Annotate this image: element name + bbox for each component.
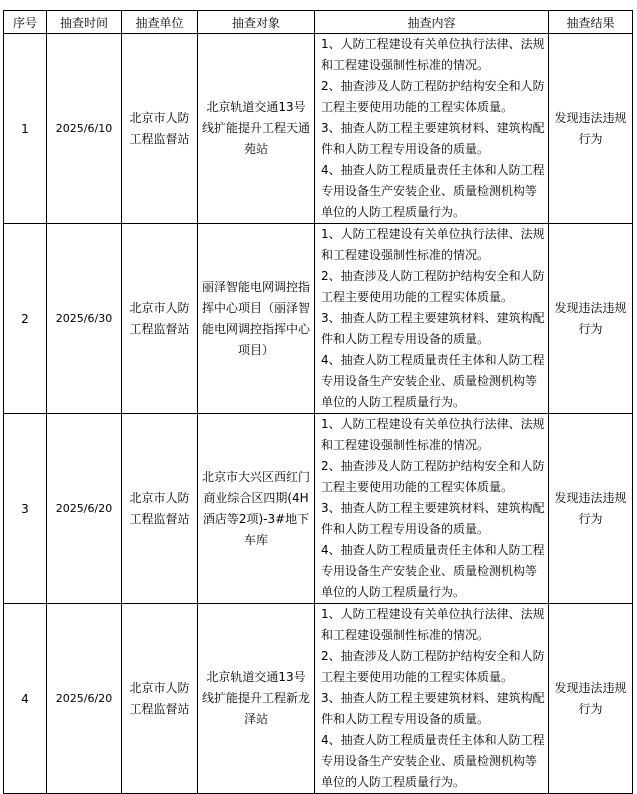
- target-text: 北京轨道交通13号线扩能提升工程新龙泽站: [202, 670, 311, 726]
- cell-unit: [122, 414, 198, 604]
- cell-result: [549, 414, 633, 604]
- content-item: 2、抽查涉及人防工程防护结构安全和人防工程主要使用功能的工程实体质量。: [321, 79, 545, 114]
- content-item: 1、人防工程建设有关单位执行法律、法规和工程建设强制性标准的情况。: [321, 607, 545, 642]
- cell-content: [315, 604, 549, 794]
- unit-text: 北京市人防工程监督站: [129, 680, 190, 716]
- cell-target: [198, 414, 315, 604]
- content-item: 1、人防工程建设有关单位执行法律、法规和工程建设强制性标准的情况。: [321, 417, 545, 452]
- content-item: 3、抽查人防工程主要建筑材料、建筑构配件和人防工程专用设备的质量。: [321, 311, 545, 346]
- content-item: 2、抽查涉及人防工程防护结构安全和人防工程主要使用功能的工程实体质量。: [321, 649, 545, 684]
- content-item: 2、抽查涉及人防工程防护结构安全和人防工程主要使用功能的工程实体质量。: [321, 459, 545, 494]
- cell-no: 1: [4, 34, 47, 224]
- cell-target: [198, 224, 315, 414]
- unit-text: 北京市人防工程监督站: [129, 300, 190, 336]
- header-date: 抽查时间: [47, 11, 122, 34]
- table-row: [4, 414, 633, 604]
- target-text: 北京市大兴区西红门商业综合区四期(4H酒店等2项)-3#地下车库: [202, 469, 311, 547]
- cell-result: [549, 604, 633, 794]
- inspection-table: [3, 10, 633, 794]
- cell-target: [198, 34, 315, 224]
- cell-unit: [122, 34, 198, 224]
- header-unit: 抽查单位: [122, 11, 198, 34]
- header-result: 抽查结果: [549, 11, 633, 34]
- cell-unit: [122, 224, 198, 414]
- cell-result: [549, 34, 633, 224]
- content-item: 1、人防工程建设有关单位执行法律、法规和工程建设强制性标准的情况。: [321, 37, 545, 72]
- cell-no: 3: [4, 414, 47, 604]
- cell-date: 2025/6/20: [47, 604, 122, 794]
- header-row: [4, 11, 633, 34]
- cell-date: 2025/6/20: [47, 414, 122, 604]
- content-item: 4、抽查人防工程质量责任主体和人防工程专用设备生产安装企业、质量检测机构等单位的人防工程质量行为。: [321, 733, 545, 789]
- content-item: 3、抽查人防工程主要建筑材料、建筑构配件和人防工程专用设备的质量。: [321, 501, 545, 536]
- cell-date: 2025/6/10: [47, 34, 122, 224]
- cell-no: 4: [4, 604, 47, 794]
- cell-no: 2: [4, 224, 47, 414]
- result-text: 发现违法违规行为: [554, 680, 627, 716]
- content-item: 2、抽查涉及人防工程防护结构安全和人防工程主要使用功能的工程实体质量。: [321, 269, 545, 304]
- content-item: 3、抽查人防工程主要建筑材料、建筑构配件和人防工程专用设备的质量。: [321, 691, 545, 726]
- result-text: 发现违法违规行为: [554, 490, 627, 526]
- content-item: 1、人防工程建设有关单位执行法律、法规和工程建设强制性标准的情况。: [321, 227, 545, 262]
- header-no: 序号: [4, 11, 47, 34]
- cell-result: [549, 224, 633, 414]
- target-text: 丽泽智能电网调控指挥中心项目（丽泽智能电网调控指挥中心项目）: [202, 279, 311, 357]
- unit-text: 北京市人防工程监督站: [129, 110, 190, 146]
- cell-content: [315, 414, 549, 604]
- header-target: 抽查对象: [198, 11, 315, 34]
- cell-unit: [122, 604, 198, 794]
- table-row: [4, 34, 633, 224]
- cell-content: [315, 224, 549, 414]
- header-content: 抽查内容: [315, 11, 549, 34]
- unit-text: 北京市人防工程监督站: [129, 490, 190, 526]
- table-row: [4, 224, 633, 414]
- content-item: 4、抽查人防工程质量责任主体和人防工程专用设备生产安装企业、质量检测机构等单位的人防工程质量行为。: [321, 543, 545, 599]
- cell-target: [198, 604, 315, 794]
- target-text: 北京轨道交通13号线扩能提升工程天通苑站: [202, 100, 311, 156]
- result-text: 发现违法违规行为: [554, 110, 627, 146]
- cell-content: [315, 34, 549, 224]
- cell-date: 2025/6/30: [47, 224, 122, 414]
- content-item: 4、抽查人防工程质量责任主体和人防工程专用设备生产安装企业、质量检测机构等单位的人防工程质量行为。: [321, 353, 545, 409]
- table-row: [4, 604, 633, 794]
- content-item: 3、抽查人防工程主要建筑材料、建筑构配件和人防工程专用设备的质量。: [321, 121, 545, 156]
- content-item: 4、抽查人防工程质量责任主体和人防工程专用设备生产安装企业、质量检测机构等单位的人防工程质量行为。: [321, 163, 545, 219]
- result-text: 发现违法违规行为: [554, 300, 627, 336]
